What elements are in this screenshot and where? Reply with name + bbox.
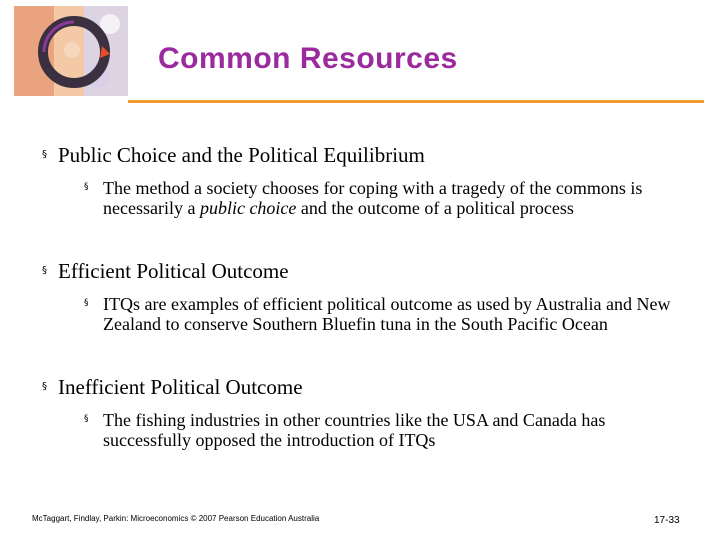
sub-bullet-text: ITQs are examples of efficient political outcome as used by Australia and New Zealand to conserve Southern Bluefin tuna in the South Pacific Ocean [103,294,671,334]
sub-bullet-item [84,294,693,334]
bullet-icon: § [84,414,89,424]
bullet-item [42,376,303,398]
sub-bullet-text [103,178,693,218]
page-number: 17-33 [654,515,680,526]
bullet-icon: § [84,298,89,308]
bullet-text: Public Choice and the Political Equilibrium [58,143,425,167]
footer-citation: McTaggart, Findlay, Parkin: Microeconomics © 2007 Pearson Education Australia [32,514,320,523]
circular-arrow-logo-icon [14,6,128,96]
bullet-text: Inefficient Political Outcome [58,375,303,399]
sub-bullet-item [84,178,693,218]
bullet-item [42,144,425,166]
bullet-icon: § [84,182,89,192]
sub-bullet-item [84,410,693,450]
text-run: The method a society chooses for coping with a tragedy of the commons is necessarily a [103,178,643,218]
text-run: and the outcome of a political process [296,198,574,218]
title-divider [128,100,704,103]
bullet-icon: § [42,381,47,392]
bullet-icon: § [42,265,47,276]
italic-text-run: public choice [199,198,297,218]
slide-title: Common Resources [158,42,458,75]
bullet-item [42,260,289,282]
bullet-text: Efficient Political Outcome [58,259,289,283]
sub-bullet-text: The fishing industries in other countries like the USA and Canada has successfully opposed the introduction of ITQs [103,410,606,450]
bullet-icon: § [42,149,47,160]
